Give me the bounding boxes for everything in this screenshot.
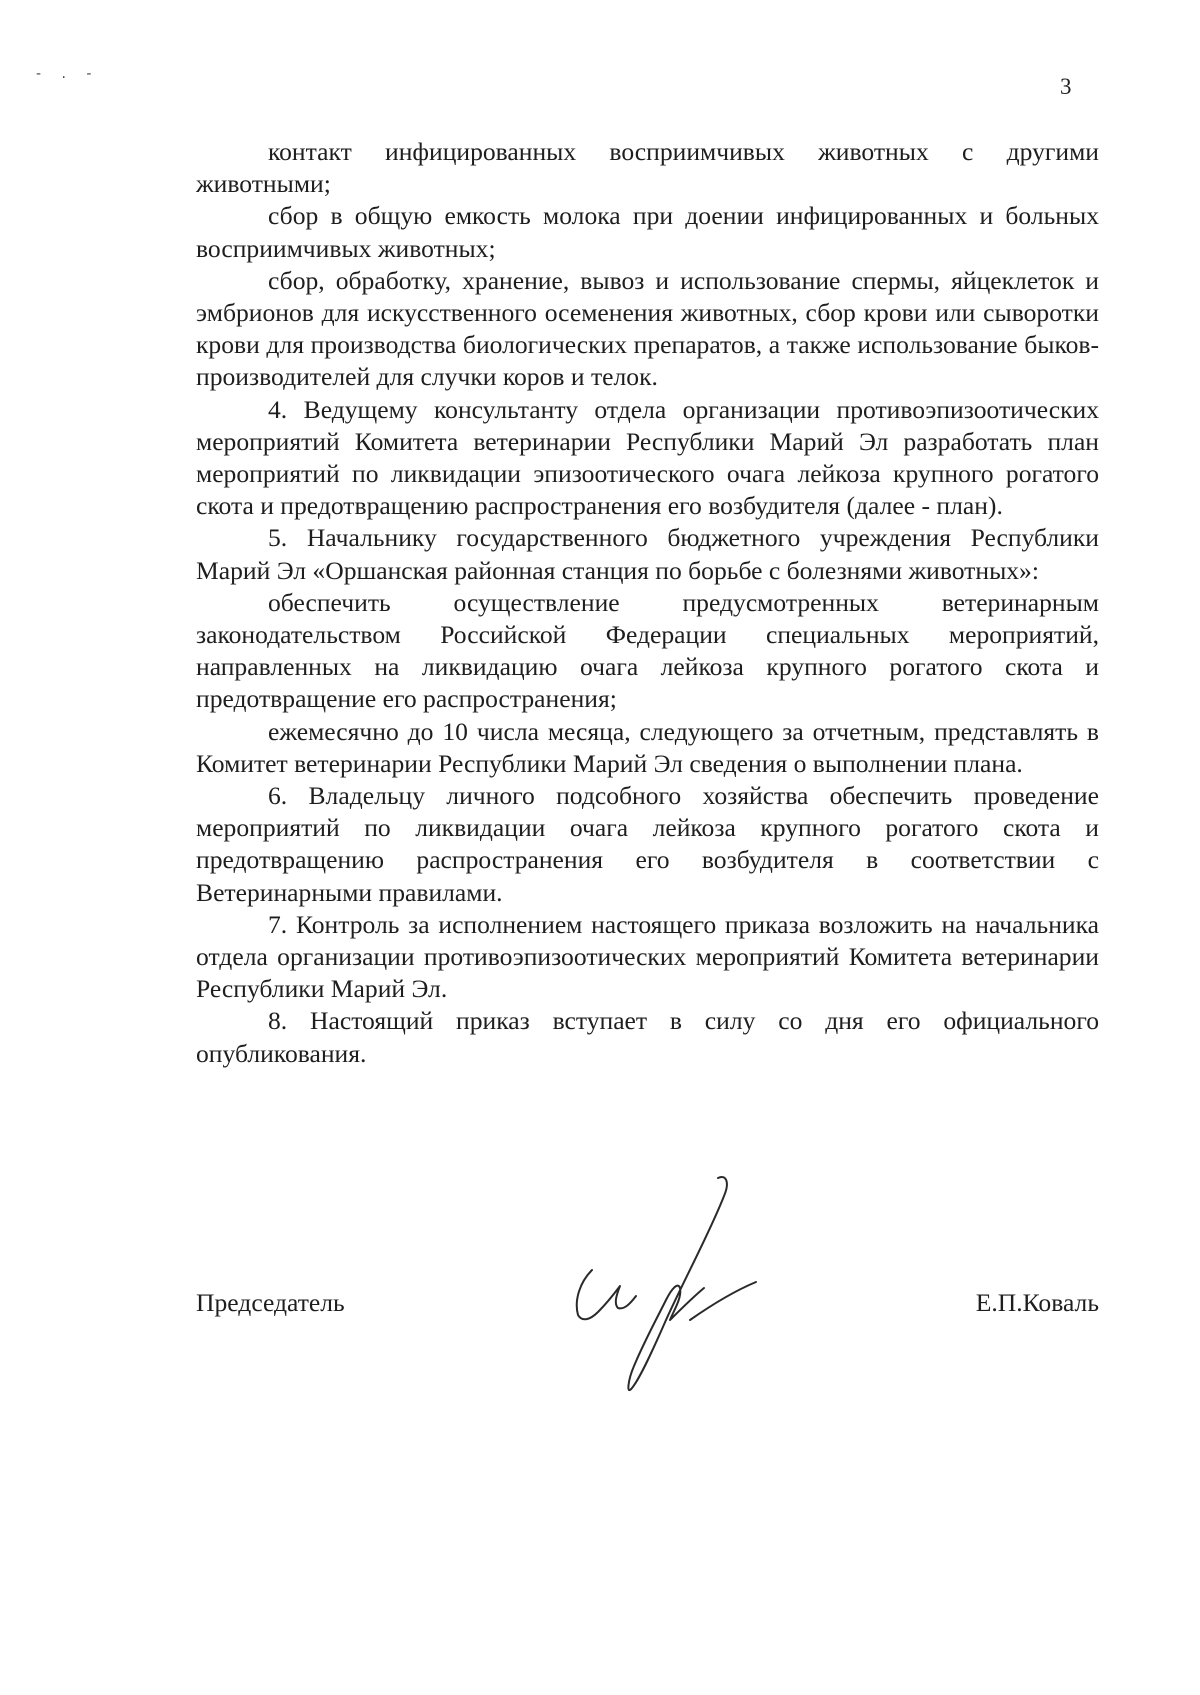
paragraph-sperm-collection: сбор, обработку, хранение, вывоз и использование спермы, яйцеклеток и эмбрионов для искусственного осеменения животных, сбор крови или сыворотки крови для производства биологических препаратов, а также использование быков-производителей для случки коров и телок.	[196, 265, 1099, 392]
paragraph-item-5: 5. Начальнику государственного бюджетного учреждения Республики Марий Эл «Оршанская районная станция по борьбе с болезнями животных»:	[196, 523, 1099, 585]
paragraph-ensure-measures: обеспечить осуществление предусмотренных ветеринарным законодательством Российской Федерации специальных мероприятий, направленных на ликвидацию очага лейкоза крупного рогатого скота и предотвращение его распространения;	[196, 587, 1099, 714]
paragraph-monthly-report: ежемесячно до 10 числа месяца, следующего за отчетным, представлять в Комитет ветеринарии Республики Марий Эл сведения о выполнении плана.	[196, 716, 1099, 778]
paragraph-item-7: 7. Контроль за исполнением настоящего приказа возложить на начальника отдела организации противоэпизоотических мероприятий Комитета ветеринарии Республики Марий Эл.	[196, 909, 1099, 1004]
paragraph-contact-animals: контакт инфицированных восприимчивых животных с другими животными;	[196, 137, 1099, 199]
paragraph-item-6: 6. Владельцу личного подсобного хозяйства обеспечить проведение мероприятий по ликвидации очага лейкоза крупного рогатого скота и предотвращению распространения его возбудителя в соответствии с Ветеринарными правилами.	[196, 781, 1099, 907]
paragraph-item-4: 4. Ведущему консультанту отдела организации противоэпизоотических мероприятий Комитета ветеринарии Республики Марий Эл разработать план мероприятий по ликвидации эпизоотического очага лейкоза крупного рогатого скота и предотвращению распространения его возбудителя (далее - план).	[196, 394, 1099, 521]
page-number: 3	[1060, 74, 1072, 99]
signatory-name: Е.П.Коваль	[975, 1288, 1099, 1317]
scan-artifact-marks: - . -	[36, 66, 100, 82]
signatory-title: Председатель	[196, 1288, 345, 1317]
paragraph-item-8: 8. Настоящий приказ вступает в силу со дня его официального опубликования.	[196, 1006, 1099, 1068]
document-body	[196, 136, 1099, 1070]
handwritten-signature	[570, 1170, 790, 1400]
signature-row	[196, 1288, 1099, 1328]
paragraph-milk-collection: сбор в общую емкость молока при доении инфицированных и больных восприимчивых животных;	[196, 201, 1099, 263]
